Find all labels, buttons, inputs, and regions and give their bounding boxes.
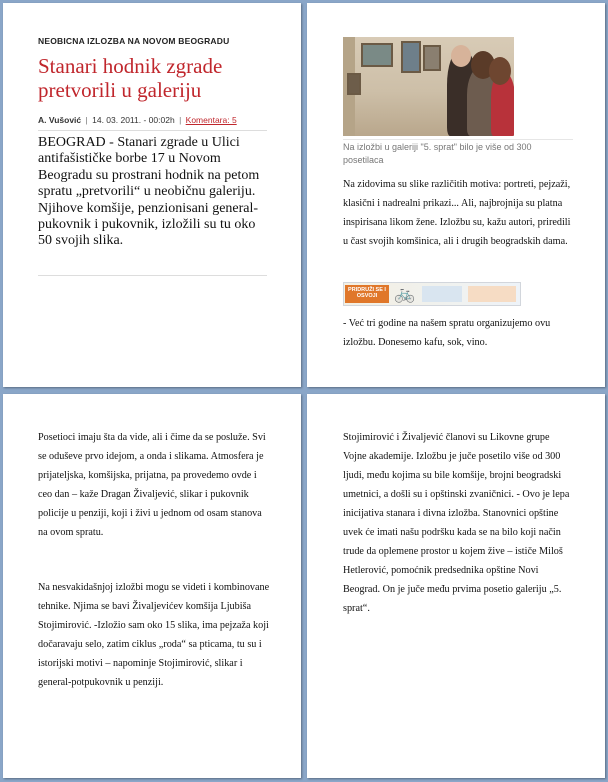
photo-painting [423,45,441,71]
byline-separator: | [85,115,88,125]
page-3 [3,394,301,778]
body-paragraph: Na zidovima su slike različitih motiva: portreti, pejzaži, klasični i nadrealni prikazi... Ali, najbrojnija su platna inspirisana likom žene. Izložbu su, kažu autori, priredili u čast svojih komšinica, ali i drugih beogradskih dama. [343,179,571,247]
photo-painting [361,43,393,67]
comments-link[interactable]: Komentara: 5 [185,115,237,125]
ad-banner[interactable] [343,282,521,306]
article-lead: BEOGRAD - Stanari zgrade u Ulici antifašističke borbe 17 u Novom Beogradu su prostrani hodnik na petom spratu „pretvorili“ u neobičnu galeriju. Njihove komšije, penzionisani general-pukovnik i pukovnik, izložili su tu oko 50 svojih slika. [38,135,260,249]
body-paragraph: Na nesvakidašnjoj izložbi mogu se videti i kombinovane tehnike. Njima se bavi Živaljevićev komšija Ljubiša Stojimirović. -Izložio sam oko 15 slika, ima pejzaža koji dočaravaju selo, zatim ciklus „roda“ sa pticama, tu su i istorijski motivi – napominje Stojimirović, slikar i general-potpukovnik u penziji. [38,582,270,688]
gallery-photo [343,37,514,136]
author-name: A. Vušović [38,115,82,125]
lead-divider [38,275,267,276]
article-kicker: NEOBICNA IZLOZBA NA NOVOM BEOGRADU [38,36,230,46]
page-1 [3,3,301,387]
body-paragraph: Stojimirović i Živaljević članovi su Likovne grupe Vojne akademije. Izložbu je juče posetilo više od 300 ljudi, među kojima su bile komšije, brojni beogradski umetnici, a došli su i opštinski zvaničnici. - Ovo je lepa inicijativa stanara i divna izložba. Stanovnici opštine uvek će imati našu podršku kada se na bilo koji način trude da oplemene prostor u kojem žive – ističe Miloš Hetlerović, pomoćnik predsednika opštine Novi Beograd. On je juče među prvima posetio galeriju „5. sprat“. [343,432,570,614]
photo-caption: Na izložbi u galeriji "5. sprat" bilo je više od 300 posetilaca [343,139,573,167]
byline-separator: | [179,115,182,125]
body-paragraph: - Već tri godine na našem spratu organizujemo ovu izložbu. Donesemo kafu, sok, vino. [343,318,551,348]
photo-painting [401,41,421,73]
body-paragraph: Posetioci imaju šta da vide, ali i čime da se posluže. Svi se oduševe prvo idejom, a onda i slikama. Atmosfera je prijateljska, komšijska, prijatna, pa provedemo ovde i ceo dan – kaže Dragan Živaljević, slikar i pukovnik policije u penziji, koji i živi u jednom od osam stanova na ovom spratu. [38,432,266,538]
publish-datetime: 14. 03. 2011. - 00:02h [92,115,175,125]
article-headline: Stanari hodnik zgrade pretvorili u galeriju [38,54,223,102]
photo-person-head [451,45,471,67]
ad-banner-graphic [468,286,516,302]
page-2 [307,3,605,387]
photo-painting [347,73,361,95]
byline-divider [38,130,267,131]
photo-person-head [489,57,511,85]
bicycle-icon: 🚲 [394,284,416,303]
article-byline [38,115,278,125]
ad-banner-graphic [422,286,462,302]
ad-banner-label: PRIDRUŽI SE I OSVOJI [345,285,389,303]
page-4 [307,394,605,778]
